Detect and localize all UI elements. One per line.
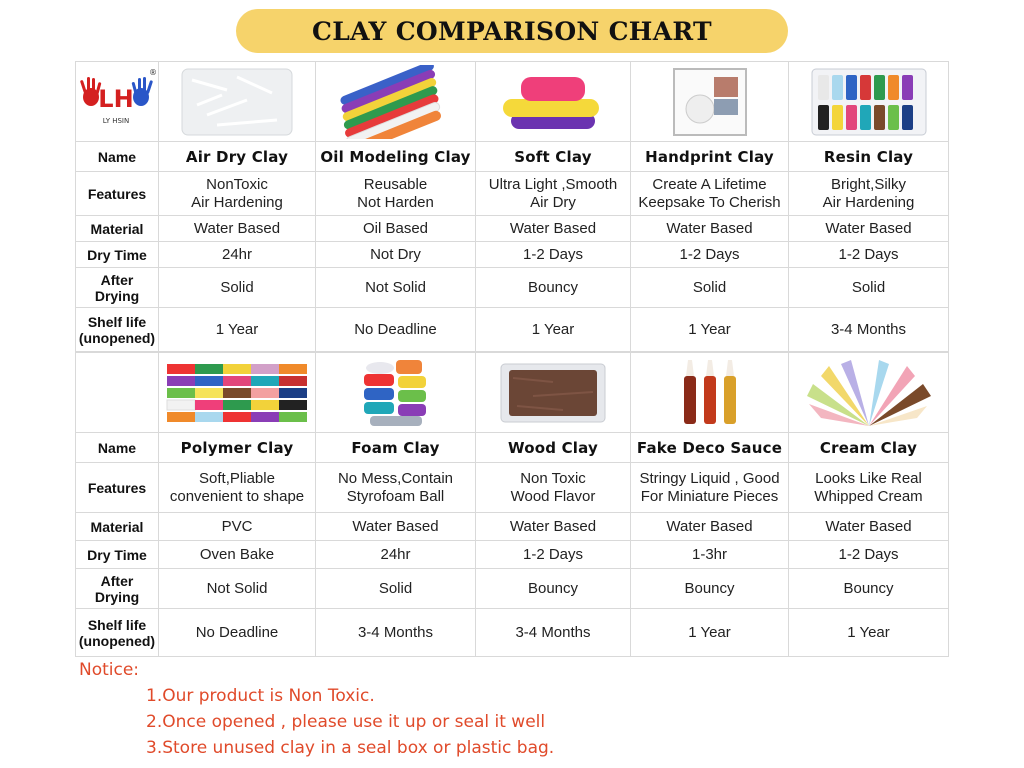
row-label-dry-time: Dry Time (76, 242, 159, 268)
page-title: CLAY COMPARISON CHART (312, 16, 712, 46)
after-drying-cell: Solid (789, 268, 949, 308)
product-name: Foam Clay (316, 433, 476, 463)
features-cell: Ultra Light ,Smooth Air Dry (476, 172, 631, 216)
dry-time-cell: 1-3hr (631, 541, 789, 569)
after-drying-cell: Bouncy (631, 569, 789, 609)
features-cell: Looks Like Real Whipped Cream (789, 463, 949, 513)
logo-text: LY HSIN (102, 117, 130, 125)
row-label-material: Material (76, 513, 159, 541)
white-clay-bag-icon (159, 62, 316, 142)
material-cell: PVC (159, 513, 316, 541)
dry-time-cell: 1-2 Days (476, 541, 631, 569)
product-name: Polymer Clay (159, 433, 316, 463)
features-cell: No Mess,Contain Styrofoam Ball (316, 463, 476, 513)
shelf-life-cell: 1 Year (631, 609, 789, 657)
notice-item: 1.Our product is Non Toxic. (146, 686, 375, 706)
resin-clay-tray-icon (789, 62, 949, 142)
shelf-life-cell: No Deadline (159, 609, 316, 657)
after-drying-cell: Solid (631, 268, 789, 308)
after-drying-cell: Solid (159, 268, 316, 308)
product-name: Oil Modeling Clay (316, 142, 476, 172)
shelf-life-cell: 3-4 Months (316, 609, 476, 657)
row-label-after-drying: After Drying (76, 268, 159, 308)
shelf-life-cell: 3-4 Months (476, 609, 631, 657)
notice-title: Notice: (79, 660, 140, 680)
dry-time-cell: Not Dry (316, 242, 476, 268)
product-name: Air Dry Clay (159, 142, 316, 172)
product-name: Wood Clay (476, 433, 631, 463)
shelf-life-cell: No Deadline (316, 308, 476, 352)
product-name: Handprint Clay (631, 142, 789, 172)
features-cell: Non Toxic Wood Flavor (476, 463, 631, 513)
dry-time-cell: 1-2 Days (476, 242, 631, 268)
product-name: Cream Clay (789, 433, 949, 463)
after-drying-cell: Solid (316, 569, 476, 609)
material-cell: Oil Based (316, 216, 476, 242)
dry-time-cell: 1-2 Days (631, 242, 789, 268)
material-cell: Water Based (159, 216, 316, 242)
empty-corner-cell (76, 353, 159, 433)
polymer-clay-blocks-icon (159, 353, 316, 433)
after-drying-cell: Not Solid (159, 569, 316, 609)
material-cell: Water Based (789, 513, 949, 541)
chart-title-banner (236, 9, 788, 53)
comparison-table-1 (75, 61, 949, 352)
shelf-life-cell: 3-4 Months (789, 308, 949, 352)
row-label-dry-time: Dry Time (76, 541, 159, 569)
after-drying-cell: Not Solid (316, 268, 476, 308)
notice-item: 3.Store unused clay in a seal box or plastic bag. (146, 738, 555, 758)
cream-piping-bags-icon (789, 353, 949, 433)
shelf-life-cell: 1 Year (159, 308, 316, 352)
dry-time-cell: Oven Bake (159, 541, 316, 569)
features-cell: Reusable Not Harden (316, 172, 476, 216)
foam-clay-cups-icon (316, 353, 476, 433)
row-label-shelf-life: Shelf life (unopened) (76, 308, 159, 352)
logo-mark: LH (98, 85, 134, 113)
after-drying-cell: Bouncy (476, 268, 631, 308)
material-cell: Water Based (631, 513, 789, 541)
material-cell: Water Based (789, 216, 949, 242)
comparison-table-2 (75, 352, 949, 657)
shelf-life-cell: 1 Year (476, 308, 631, 352)
material-cell: Water Based (476, 216, 631, 242)
row-label-features: Features (76, 172, 159, 216)
shelf-life-cell: 1 Year (789, 609, 949, 657)
dry-time-cell: 24hr (316, 541, 476, 569)
dry-time-cell: 1-2 Days (789, 242, 949, 268)
row-label-features: Features (76, 463, 159, 513)
material-cell: Water Based (316, 513, 476, 541)
product-name: Soft Clay (476, 142, 631, 172)
sauce-bottles-icon (631, 353, 789, 433)
wood-clay-block-icon (476, 353, 631, 433)
soft-clay-blocks-icon (476, 62, 631, 142)
after-drying-cell: Bouncy (476, 569, 631, 609)
row-label-name: Name (76, 433, 159, 463)
product-name: Fake Deco Sauce (631, 433, 789, 463)
row-label-name: Name (76, 142, 159, 172)
brand-logo (76, 62, 159, 142)
row-label-shelf-life: Shelf life (unopened) (76, 609, 159, 657)
dry-time-cell: 1-2 Days (789, 541, 949, 569)
features-cell: Stringy Liquid , Good For Miniature Pieces (631, 463, 789, 513)
features-cell: Create A Lifetime Keepsake To Cherish (631, 172, 789, 216)
colorful-clay-sticks-icon (316, 62, 476, 142)
row-label-material: Material (76, 216, 159, 242)
handprint-frame-icon (631, 62, 789, 142)
trademark-symbol: ® (149, 68, 157, 77)
shelf-life-cell: 1 Year (631, 308, 789, 352)
material-cell: Water Based (631, 216, 789, 242)
features-cell: NonToxic Air Hardening (159, 172, 316, 216)
features-cell: Soft,Pliable convenient to shape (159, 463, 316, 513)
material-cell: Water Based (476, 513, 631, 541)
features-cell: Bright,Silky Air Hardening (789, 172, 949, 216)
row-label-after-drying: After Drying (76, 569, 159, 609)
after-drying-cell: Bouncy (789, 569, 949, 609)
dry-time-cell: 24hr (159, 242, 316, 268)
notice-item: 2.Once opened , please use it up or seal it well (146, 712, 546, 732)
product-name: Resin Clay (789, 142, 949, 172)
